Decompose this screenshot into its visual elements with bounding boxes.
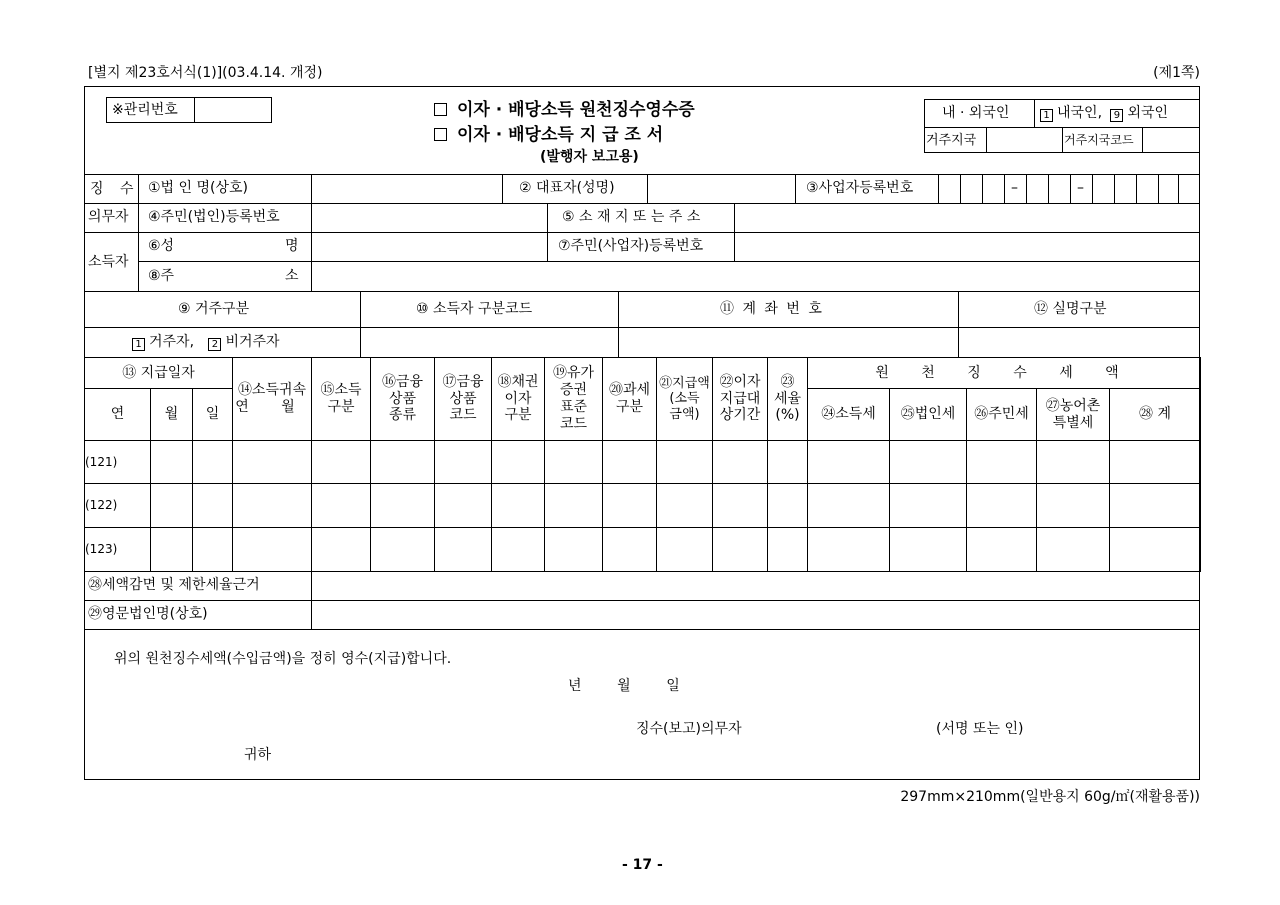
payer-name-label: ①법 인 명(상호)	[148, 180, 248, 196]
nationality-options: 1 내국인, 9 외국인	[1040, 106, 1168, 122]
intper-b: 지급대	[719, 390, 761, 407]
securities-header	[545, 358, 603, 441]
table-cell[interactable]	[967, 484, 1037, 528]
option-resident-box[interactable]: 1	[132, 338, 145, 351]
rural-b: 특별세	[1052, 414, 1094, 431]
earner-regno-label: ⑦주민(사업자)등록번호	[558, 238, 704, 254]
day-header: 일	[193, 389, 233, 441]
page-side: (제1쪽)	[1153, 65, 1200, 81]
reduction-basis-field[interactable]	[312, 572, 1200, 600]
paydate-header: ⑬ 지급일자	[85, 358, 233, 389]
table-cell[interactable]	[1037, 441, 1110, 484]
table-cell[interactable]	[808, 484, 890, 528]
earner-name-label-a: ⑥성	[148, 238, 175, 254]
option-domestic-box[interactable]: 1	[1040, 109, 1053, 122]
english-name-field[interactable]	[312, 601, 1200, 629]
bizno-dash-1: –	[1011, 180, 1018, 196]
recipient-label: 귀하	[244, 747, 272, 763]
country-vline1	[986, 127, 987, 153]
address-label: ⑤ 소 재 지 또 는 주 소	[562, 209, 701, 225]
fin-kind-b: 상품	[388, 390, 417, 407]
table-cell[interactable]	[371, 528, 435, 572]
table-cell[interactable]	[967, 441, 1037, 484]
interest-period-header	[713, 358, 768, 441]
table-cell[interactable]	[1110, 528, 1201, 572]
taxcls-b: 구분	[615, 399, 644, 415]
table-cell[interactable]	[768, 528, 808, 572]
nationality-label: 내 · 외국인	[942, 105, 1010, 121]
table-cell[interactable]	[233, 441, 312, 484]
rep-vline1	[502, 174, 503, 203]
tax-class-header	[603, 358, 657, 441]
sec-b: 증권	[559, 382, 588, 399]
subtitle: (발행자 보고용)	[540, 149, 639, 165]
title-receipt: 이자 · 배당소득 원천징수영수증	[434, 102, 695, 119]
table-cell[interactable]	[890, 441, 967, 484]
rep-label: ② 대표자(성명)	[519, 180, 615, 196]
checkbox-receipt[interactable]	[434, 103, 447, 116]
rate-b: 세율	[773, 390, 802, 407]
option-nonresident-box[interactable]: 2	[208, 338, 221, 351]
line-291	[84, 291, 1200, 292]
table-cell[interactable]	[713, 441, 768, 484]
statement-text: 위의 원천징수세액(수입금액)을 정히 영수(지급)합니다.	[114, 651, 452, 667]
bizno-dash-2: –	[1077, 180, 1084, 196]
table-cell[interactable]	[193, 484, 233, 528]
bond-c: 구분	[504, 407, 532, 424]
fin-code-a: ⑰금융	[442, 373, 484, 390]
intper-c: 상기간	[719, 407, 761, 424]
income-type-header	[312, 358, 371, 441]
earner-address-field[interactable]	[312, 262, 1200, 291]
table-cell[interactable]	[492, 441, 545, 484]
address-field[interactable]	[735, 204, 1200, 232]
payment-table	[84, 357, 1201, 572]
table-cell[interactable]	[603, 441, 657, 484]
table-cell[interactable]	[151, 484, 193, 528]
amount-a: ㉑지급액	[659, 375, 710, 391]
fin-kind-c: 종류	[388, 407, 417, 424]
table-cell[interactable]	[371, 441, 435, 484]
rural-tax-header	[1037, 389, 1110, 441]
table-cell[interactable]	[1110, 484, 1201, 528]
earner-side: 소득자	[88, 254, 129, 270]
table-cell[interactable]	[233, 484, 312, 528]
bizno-cells[interactable]	[938, 174, 1200, 203]
table-cell[interactable]	[435, 528, 492, 572]
table-cell[interactable]	[193, 441, 233, 484]
table-cell[interactable]	[603, 528, 657, 572]
line-629	[84, 629, 1200, 630]
rate-c: (%)	[775, 407, 800, 424]
year-header: 연	[85, 389, 151, 441]
payer-side-1: 징 수	[90, 181, 140, 197]
table-cell[interactable]	[768, 484, 808, 528]
intper-a: ㉒이자	[719, 373, 761, 390]
earner-name-field[interactable]	[312, 233, 547, 261]
country-vline3	[1142, 127, 1143, 153]
table-cell[interactable]	[312, 528, 371, 572]
table-cell[interactable]	[435, 484, 492, 528]
resident-tax-header: ㉖주민세	[967, 389, 1037, 441]
reduction-basis-label: ㉘세액감면 및 제한세율근거	[88, 577, 260, 593]
account-label: ⑪ 계 좌 번 호	[720, 301, 824, 317]
amount-b: (소득	[669, 391, 700, 407]
statement-date: 년 월 일	[568, 678, 680, 694]
earner-regno-field[interactable]	[735, 233, 1200, 261]
regno-label: ④주민(법인)등록번호	[148, 209, 280, 225]
table-cell[interactable]	[1037, 528, 1110, 572]
earner-code-label: ⑩ 소득자 구분코드	[416, 301, 533, 317]
fin-kind-a: ⑯금융	[381, 373, 424, 390]
month-header: 월	[151, 389, 193, 441]
rate-a: ㉓	[780, 373, 795, 390]
form-id: [별지 제23호서식(1)](03.4.14. 개정)	[88, 65, 323, 81]
table-cell[interactable]	[967, 528, 1037, 572]
fin-kind-header	[371, 358, 435, 441]
table-cell[interactable]	[233, 528, 312, 572]
title-payment-statement: 이자 · 배당소득 지 급 조 서	[434, 127, 663, 144]
table-cell[interactable]	[808, 441, 890, 484]
earner-name-label-b: 명	[285, 238, 299, 254]
total-header: ㉘ 계	[1110, 389, 1201, 441]
bizno-label: ③사업자등록번호	[806, 180, 914, 196]
table-cell[interactable]	[151, 441, 193, 484]
residence-country-label: 거주지국	[926, 133, 977, 148]
table-cell[interactable]	[713, 528, 768, 572]
table-cell[interactable]	[657, 528, 713, 572]
table-cell[interactable]	[371, 484, 435, 528]
bond-a: ⑱채권	[497, 373, 539, 390]
option-foreign-box[interactable]: 9	[1110, 109, 1123, 122]
amount-c: 금액)	[669, 406, 700, 422]
mgmt-number-field[interactable]	[195, 98, 271, 122]
period-header-a: ⑭소득귀속	[237, 382, 307, 399]
period-header	[233, 358, 312, 441]
residence-options: 1 거주자, 2 비거주자	[132, 335, 280, 351]
signature-label: (서명 또는 인)	[936, 721, 1024, 737]
earner-addr-label-b: 소	[285, 268, 299, 284]
mid-vline1	[547, 203, 548, 261]
sec-d: 코드	[559, 415, 588, 432]
table-cell[interactable]	[312, 441, 371, 484]
mgmt-number-label: ※관리번호	[112, 102, 178, 118]
bond-header	[492, 358, 545, 441]
paper-spec: 297mm×210mm(일반용지 60g/㎡(재활용품))	[900, 789, 1200, 805]
table-cell[interactable]	[492, 528, 545, 572]
table-cell[interactable]	[890, 528, 967, 572]
table-cell[interactable]	[808, 528, 890, 572]
income-type-b: 구분	[327, 399, 355, 415]
table-cell[interactable]	[768, 441, 808, 484]
table-cell[interactable]	[603, 484, 657, 528]
english-name-label: ㉙영문법인명(상호)	[88, 606, 208, 622]
fin-code-b: 상품	[449, 390, 477, 407]
table-row	[85, 441, 1201, 484]
fin-code-header	[435, 358, 492, 441]
taxcls-a: ⑳과세	[608, 382, 651, 399]
table-cell[interactable]	[312, 484, 371, 528]
table-cell[interactable]	[193, 528, 233, 572]
fin-code-c: 코드	[449, 407, 477, 424]
row-code: (122)	[85, 484, 151, 528]
table-cell[interactable]	[151, 528, 193, 572]
checkbox-statement[interactable]	[434, 128, 447, 141]
table-cell[interactable]	[890, 484, 967, 528]
sec-a: ⑲유가	[552, 365, 595, 382]
table-row	[85, 528, 1201, 572]
income-tax-header: ㉔소득세	[808, 389, 890, 441]
tax-rate-header	[768, 358, 808, 441]
earner-addr-label-a: ⑧주	[148, 268, 175, 284]
residence-code-label: 거주지국코드	[1064, 133, 1134, 147]
income-type-a: ⑮소득	[320, 382, 362, 399]
biz-vline	[795, 174, 796, 203]
period-header-b: 연 월	[235, 399, 309, 415]
account-field[interactable]	[619, 328, 958, 357]
table-cell[interactable]	[657, 441, 713, 484]
row-code: (121)	[85, 441, 151, 484]
payer-name-field[interactable]	[312, 175, 502, 203]
corp-tax-header: ㉕법인세	[890, 389, 967, 441]
realname-label: ⑫ 실명구분	[1034, 301, 1107, 317]
table-cell[interactable]	[713, 484, 768, 528]
page-number: - 17 -	[622, 857, 663, 873]
table-cell[interactable]	[545, 484, 603, 528]
table-cell[interactable]	[435, 441, 492, 484]
nationality-vline	[1034, 99, 1035, 127]
row-code: (123)	[85, 528, 151, 572]
realname-field[interactable]	[959, 328, 1200, 357]
payer-side-2: 의무자	[88, 209, 129, 225]
table-cell[interactable]	[657, 484, 713, 528]
bizno-grid	[938, 174, 1200, 203]
amount-header	[657, 358, 713, 441]
sec-c: 표준	[559, 399, 588, 415]
table-cell[interactable]	[1037, 484, 1110, 528]
obligor-label: 징수(보고)의무자	[636, 721, 742, 737]
rep-field[interactable]	[648, 175, 795, 203]
rural-a: ㉗농어촌	[1045, 397, 1101, 414]
table-cell[interactable]	[492, 484, 545, 528]
country-vline2	[1062, 127, 1063, 153]
table-cell[interactable]	[545, 441, 603, 484]
table-cell[interactable]	[1110, 441, 1201, 484]
table-row	[85, 484, 1201, 528]
table-cell[interactable]	[545, 528, 603, 572]
regno-field[interactable]	[312, 204, 547, 232]
bond-b: 이자	[504, 390, 532, 407]
withholding-header: 원 천 징 수 세 액	[808, 358, 1201, 389]
earner-code-field[interactable]	[361, 328, 618, 357]
residence-type-label: ⑨ 거주구분	[178, 301, 250, 317]
